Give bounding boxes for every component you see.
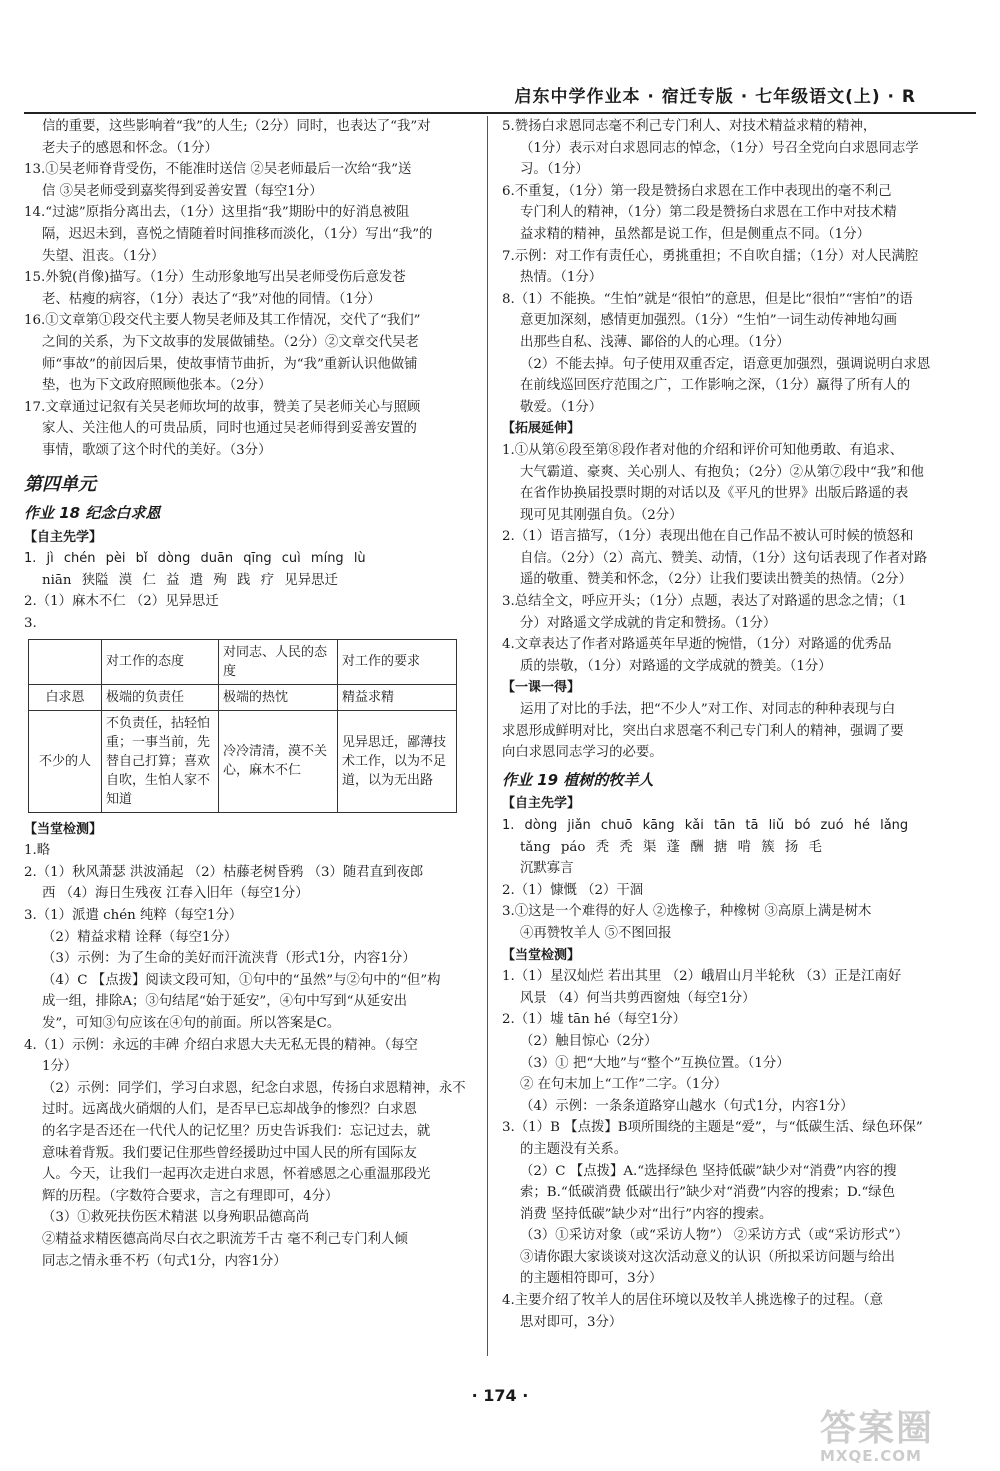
text-line: 风景 （4）何当共剪西窗烛（每空1分） xyxy=(520,990,756,1006)
left-top-answers xyxy=(24,116,486,462)
table-cell: 不少的人 xyxy=(29,710,102,812)
text-line: 8.（1）不能换。“生怕”就是“很怕”的意思，但是比“很怕”“害怕”的语 xyxy=(502,291,913,307)
text-line: 4.文章表达了作者对路遥英年早逝的惋惜，（1分）对路遥的优秀品 xyxy=(502,637,892,653)
text-line: 过时。远离战火硝烟的人们，是否早已忘却战争的惨烈？白求恩 xyxy=(42,1102,417,1118)
table-cell: 白求恩 xyxy=(29,684,102,710)
text-line: （2）示例：同学们，学习白求恩，纪念白求恩，传扬白求恩精神，永不 xyxy=(42,1080,466,1096)
text-line: 大气霸道、豪爽、关心别人、有抱负；（2分）②从第⑦段中“我”和他 xyxy=(520,464,924,480)
text-line: 1.①从第⑥段至第⑧段作者对他的介绍和评价可知他勇敢、有追求、 xyxy=(502,442,904,458)
text-line: 出那些自私、浅薄、鄙俗的人的心理。（1分） xyxy=(520,334,790,350)
text-line: （2）C 【点拨】A.“选择绿色 坚持低碳”缺少对“消费”内容的搜 xyxy=(520,1163,897,1179)
text-line: 2.（1）语言描写，（1分）表现出他在自己作品不被认可时候的愤怒和 xyxy=(502,529,914,545)
section-self-study: 【自主先学】 xyxy=(502,796,581,812)
table-cell: 不负责任，拈轻怕重；一事当前，先替自己打算；喜欢自吹，生怕人家不知道 xyxy=(102,710,219,812)
text-line: 老夫子的感恩和怀念。（1分） xyxy=(42,140,218,156)
text-line: 14.“过滤”原指分离出去，（1分）这里指“我”期盼中的好消息被阻 xyxy=(24,205,410,221)
text-line: （3）① 把“大地”与“整个”互换位置。（1分） xyxy=(520,1055,790,1071)
chars-line: niān 狭隘 漠 仁 益 遣 殉 践 疗 见异思迁 xyxy=(42,572,338,588)
text-line: 垫，也为下文政府照顾他张本。（2分） xyxy=(42,378,272,394)
right-bottom-answers xyxy=(502,966,964,1333)
gain-paragraph xyxy=(502,699,964,764)
table-cell: 对同志、人民的态度 xyxy=(219,639,338,684)
extension-answers xyxy=(502,440,964,678)
text-line: ②精益求精医德高尚尽白衣之职流芳千古 毫不利己专门利人倾 xyxy=(42,1231,408,1247)
watermark-url: MXQE.COM xyxy=(820,1447,922,1465)
text-line: 索；B.“低碳消费 低碳出行”缺少对“消费”内容的搜索；D.“绿色 xyxy=(520,1185,896,1201)
page-header xyxy=(24,80,976,114)
text-line: 2.（1）麻木不仁 （2）见异思迁 xyxy=(24,594,219,610)
text-line: 3. xyxy=(24,616,37,632)
text-line: 3.（1）B 【点拨】B项所围绕的主题是“爱”，与“低碳生活、绿色环保” xyxy=(502,1120,923,1136)
text-line: 自信。（2分）（2）高亢、赞美、动情，（1分）这句话表现了作者对路 xyxy=(520,550,928,566)
text-line: 1分） xyxy=(42,1059,78,1075)
pinyin-line: 1. jì chén pèi bǐ dòng duān qīng cuì míng lù xyxy=(24,551,366,567)
text-line: 15.外貌(肖像)描写。（1分）生动形象地写出吴老师受伤后意发苍 xyxy=(24,270,406,286)
text-line: 意更加深刻，感情更加强烈。（1分）“生怕”一词生动传神地勾画 xyxy=(520,313,898,329)
text-line: 4.（1）示例：永远的丰碑 介绍白求恩大夫无私无畏的精神。（每空 xyxy=(24,1037,418,1053)
text-line: 现可见其刚强自负。（2分） xyxy=(520,507,683,523)
text-line: 3.（1）派遣 chén 纯粹（每空1分） xyxy=(24,908,243,924)
homework-18-title: 作业 18 纪念白求恩 xyxy=(24,504,161,523)
section-one-lesson-gain: 【一课一得】 xyxy=(502,680,581,696)
table-cell: 冷冷清清，漠不关心，麻木不仁 xyxy=(219,710,338,812)
pinyin-line: 1. dòng jiǎn chuō kāng kǎi tān tā liǔ bó zuó hé lǎng xyxy=(502,818,909,833)
text-line: 17.文章通过记叙有关吴老师坎坷的故事，赞美了吴老师关心与照顾 xyxy=(24,399,421,415)
text-line: （3）①采访对象（或“采访人物”） ②采访方式（或“采访形式”） xyxy=(520,1228,909,1244)
text-line: 运用了对比的手法，把“不少人”对工作、对同志的种种表现与白 xyxy=(520,702,896,718)
text-line: 西 （4）海日生残夜 江春入旧年（每空1分） xyxy=(42,886,309,902)
text-line: （2）触目惊心（2分） xyxy=(520,1033,658,1049)
table-row xyxy=(29,684,457,710)
left-bottom-answers xyxy=(24,840,486,1272)
text-line: 求恩形成鲜明对比，突出白求恩毫不利己专门利人的精神，强调了要 xyxy=(502,723,904,739)
answer-table xyxy=(28,639,457,813)
text-line: 消费 坚持低碳”缺少对“出行”内容的搜索。 xyxy=(520,1206,773,1222)
text-line: 4.主要介绍了牧羊人的居住环境以及牧羊人挑选橡子的过程。（意 xyxy=(502,1293,884,1309)
text-line: 2.（1）慷慨 （2）干涸 xyxy=(502,882,644,898)
text-line: 热情。（1分） xyxy=(520,270,603,286)
text-line: 的名字是否还在一代代人的记忆里？历史告诉我们：忘记过去，就 xyxy=(42,1123,431,1139)
text-line: 在省作协换届投票时期的对话以及《平凡的世界》出版后路遥的表 xyxy=(520,486,909,502)
section-extension: 【拓展延伸】 xyxy=(502,421,581,437)
unit-title: 第四单元 xyxy=(24,473,96,495)
text-line: 遥的敬重、赞美和怀念，（2分）让我们要读出赞美的热情。（2分） xyxy=(520,572,912,588)
table-cell: 见异思迁，鄙薄技术工作，以为不足道，以为无出路 xyxy=(338,710,457,812)
text-line: 的主题相符即可，3分） xyxy=(520,1271,663,1287)
text-line: 事情，歌颂了这个时代的美好。（3分） xyxy=(42,442,272,458)
text-line: 1.（1）星汉灿烂 若出其里 （2）峨眉山月半轮秋 （3）正是江南好 xyxy=(502,969,902,985)
watermark-logo xyxy=(820,1400,990,1465)
text-line: 之间的关系，为下文故事的发展做铺垫。（2分）②文章交代吴老 xyxy=(42,334,419,350)
text-line: 6.不重复，（1分）第一段是赞扬白求恩在工作中表现出的毫不利己 xyxy=(502,183,892,199)
table-cell: 极端的负责任 xyxy=(102,684,219,710)
text-line: 专门利人的精神，（1分）第二段是赞扬白求恩在工作中对技术精 xyxy=(520,205,897,221)
text-line: 16.①文章第①段交代主要人物吴老师及其工作情况，交代了“我们” xyxy=(24,313,421,329)
homework-19-title: 作业 19 植树的牧羊人 xyxy=(502,770,654,789)
section-self-study: 【自主先学】 xyxy=(24,529,103,545)
text-line: 3.总结全文，呼应开头；（1分）点题，表达了对路遥的思念之情；（1 xyxy=(502,594,907,610)
text-line: 老、枯瘦的病容，（1分）表达了“我”对他的同情。（1分） xyxy=(42,291,381,307)
text-line: 1.略 xyxy=(24,843,51,859)
text-line: 向白求恩同志学习的必要。 xyxy=(502,745,663,761)
text-line: （2）精益求精 诠释（每空1分） xyxy=(42,929,238,945)
text-line: 7.示例：对工作有责任心，勇挑重担；不自吹自擂；（1分）对人民满腔 xyxy=(502,248,919,264)
table-cell xyxy=(29,639,102,684)
text-line: 5.赞扬白求恩同志毫不利己专门利人、对技术精益求精的精神， xyxy=(502,119,877,134)
text-line: 成一组，排除A；③句结尾“始于延安”，④句中写到“从延安出 xyxy=(42,994,407,1010)
text-line: 2.（1）墟 tān hé（每空1分） xyxy=(502,1012,686,1028)
chars-line: tǎng páo 秃 秃 渠 蓬 酬 搪 啃 簇 扬 毛 xyxy=(520,839,822,855)
text-line: 习。（1分） xyxy=(520,162,589,178)
text-line: （1分）表示对白求恩同志的悼念，（1分）号召全党向白求恩同志学 xyxy=(520,140,919,156)
text-line: 2.（1）秋风萧瑟 洪波涌起 （2）枯藤老树昏鸦 （3）随君直到夜郎 xyxy=(24,864,424,880)
text-line: （4）C 【点拨】阅读文段可知，①句中的“虽然”与②句中的“但”构 xyxy=(42,972,441,988)
text-line: 信的重要，这些影响着“我”的人生;（2分）同时，也表达了“我”对 xyxy=(42,119,431,134)
text-line: 失望、沮丧。（1分） xyxy=(42,248,165,264)
text-line: 隔，迟迟未到，喜悦之情随着时间推移而淡化，（1分）写出“我”的 xyxy=(42,226,433,242)
table-cell: 精益求精 xyxy=(338,684,457,710)
text-line: 发”，可知③句应该在④句的前面。所以答案是C。 xyxy=(42,1016,341,1031)
watermark-text: 答案圈 xyxy=(820,1408,935,1449)
text-line: 家人、关注他人的可贵品质，同时也通过吴老师得到妥善安置的 xyxy=(42,421,417,437)
text-line: 意味着背叛。我们要记住那些曾经援助过中国人民的所有国际友 xyxy=(42,1145,417,1161)
text-line: ④再赞牧羊人 ⑤不图回报 xyxy=(520,925,672,941)
text-line: 辉的历程。（字数符合要求，言之有理即可，4分） xyxy=(42,1188,339,1204)
table-cell: 极端的热忱 xyxy=(219,684,338,710)
left-column xyxy=(24,116,486,1272)
section-class-check: 【当堂检测】 xyxy=(24,821,103,837)
column-divider xyxy=(487,116,488,1356)
text-line: （2）不能去掉。句子使用双重否定，语意更加强烈，强调说明白求恩 xyxy=(520,356,931,372)
text-line: （3）示例：为了生命的美好而汗流浃背（形式1分，内容1分） xyxy=(42,951,416,967)
table-cell: 对工作的态度 xyxy=(102,639,219,684)
text-line: （3）①救死扶伤医术精湛 以身殉职品德高尚 xyxy=(42,1210,310,1226)
text-line: 信 ③吴老师受到嘉奖得到妥善安置（每空1分） xyxy=(42,183,323,199)
table-header-row xyxy=(29,639,457,684)
text-line: 人。今天，让我们一起再次走进白求恩，怀着感恩之心重温那段光 xyxy=(42,1167,431,1183)
text-line: ③请你跟大家谈谈对这次活动意义的认识（所拟采访问题与给出 xyxy=(520,1249,895,1265)
table-cell: 对工作的要求 xyxy=(338,639,457,684)
section-class-check: 【当堂检测】 xyxy=(502,947,581,963)
text-line: 质的崇敬，（1分）对路遥的文学成就的赞美。（1分） xyxy=(520,658,832,674)
right-column xyxy=(502,116,964,1333)
text-line: 3.①这是一个难得的好人 ②选橡子，种橡树 ③高原上满是树木 xyxy=(502,904,872,920)
text-line: 益求精的精神，虽然都是说工作，但是侧重点不同。（1分） xyxy=(520,226,870,242)
text-line: ② 在句末加上“工作”二字。（1分） xyxy=(520,1077,728,1093)
text-line: 同志之情永垂不朽（句式1分，内容1分） xyxy=(42,1253,287,1269)
text-line: 分）对路遥文学成就的肯定和赞扬。（1分） xyxy=(520,615,777,631)
text-line: 的主题没有关系。 xyxy=(520,1141,628,1157)
right-top-answers xyxy=(502,116,964,418)
text-line: （4）示例：一条条道路穿山越水（句式1分，内容1分） xyxy=(520,1098,854,1114)
header-title: 启东中学作业本 · 宿迁专版 · 七年级语文(上) · R xyxy=(514,87,916,107)
text-line: 思对即可，3分） xyxy=(520,1314,623,1330)
table-row xyxy=(29,710,457,812)
page-number: · 174 · xyxy=(471,1386,529,1405)
text-line: 师“事故”的前因后果，使故事情节曲折，为“我”重新认识他做铺 xyxy=(42,356,418,372)
text-line: 在前线巡回医疗范围之广，工作影响之深，（1分）赢得了所有人的 xyxy=(520,378,911,394)
chars-line: 沉默寡言 xyxy=(520,861,574,877)
text-line: 敬爱。（1分） xyxy=(520,399,603,415)
text-line: 13.①吴老师脊背受伤，不能准时送信 ②吴老师最后一次给“我”送 xyxy=(24,162,412,178)
